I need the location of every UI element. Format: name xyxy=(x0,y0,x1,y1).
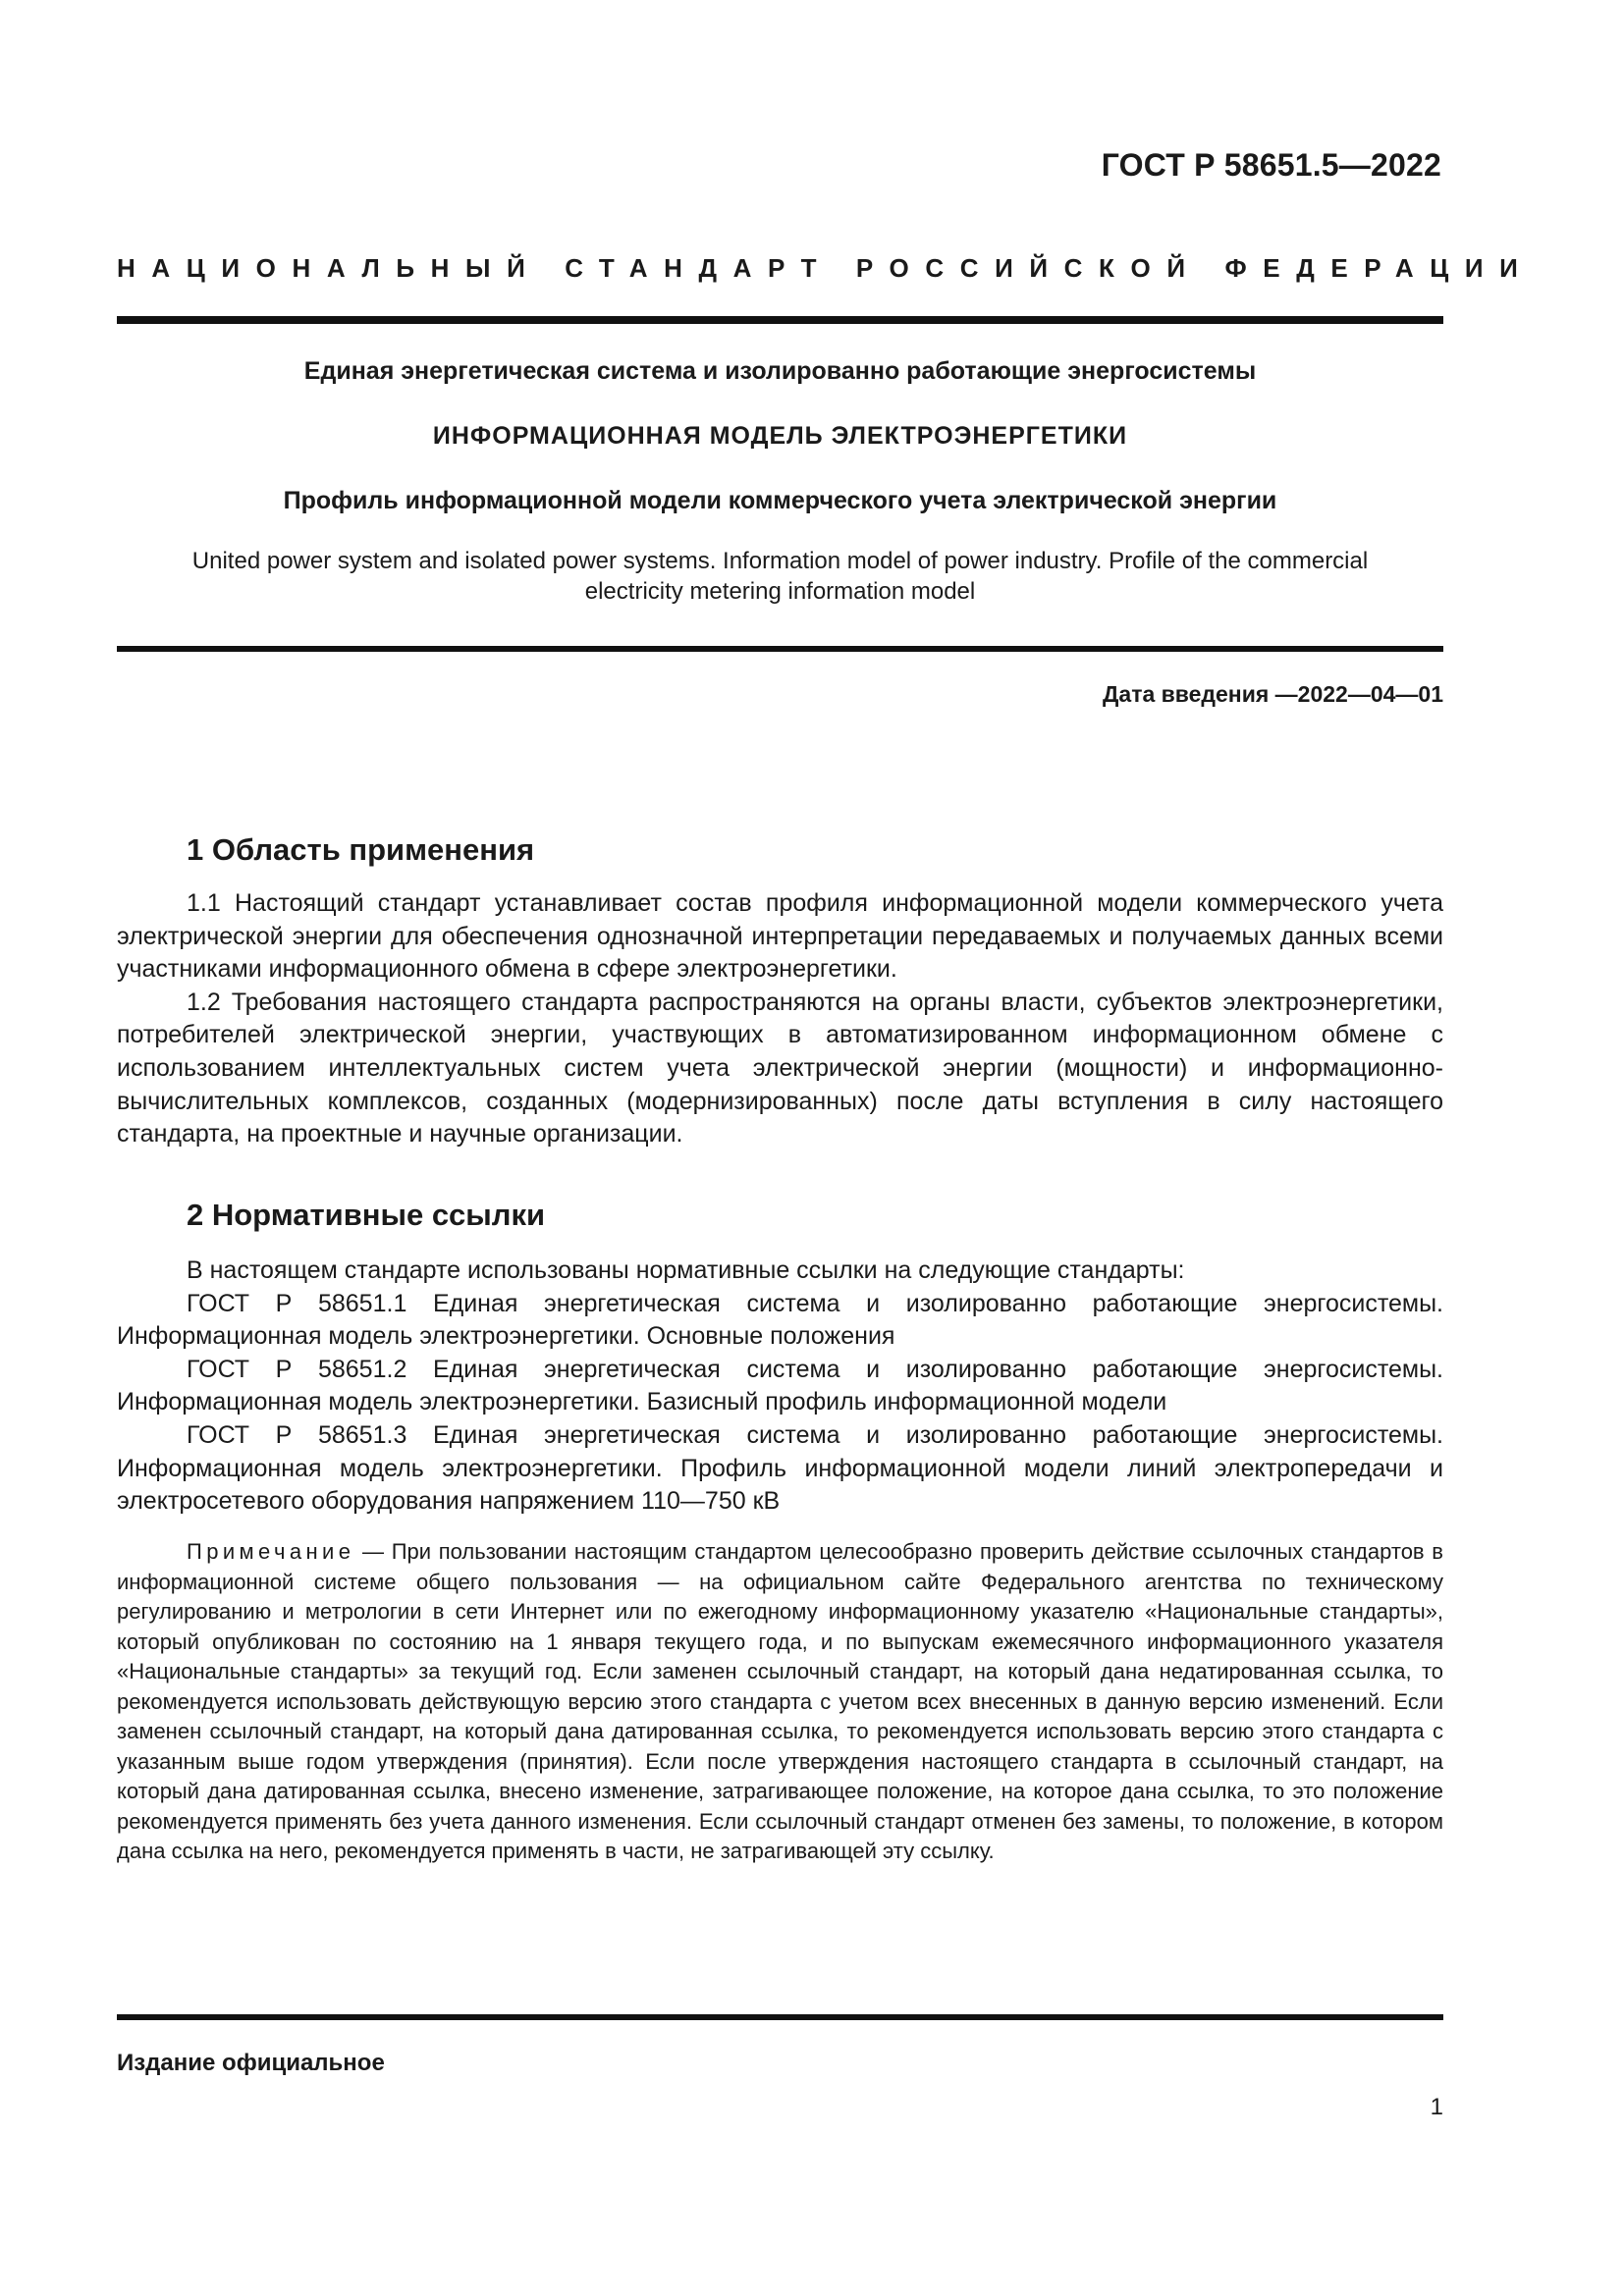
title-line-1: Единая энергетическая система и изолированно работающие энергосистемы xyxy=(303,357,1257,385)
page-number: 1 xyxy=(1430,2094,1443,2120)
english-title xyxy=(117,546,1443,607)
section-1-heading: 1 Область применения xyxy=(187,832,535,867)
note xyxy=(117,1537,1443,1867)
note-text: — При пользовании настоящим стандартом целесообразно проверить действие ссылочных стандартов в информационной системе общего пользования — на официальном сайте Федерального агентства по техническому регулированию и метрологии в сети Интернет или по ежегодному информационному указателю «Национальные стандарты», который опубликован по состоянию на 1 января текущего года, и по выпускам ежемесячного информационного указателя «Национальные стандарты» за текущий год. Если заменен ссылочный стандарт, на который дана недатированная ссылка, то рекомендуется использовать действующую версию этого стандарта с учетом всех внесенных в данную версию изменений. Если заменен ссылочный стандарт, на который дана датированная ссылка, то рекомендуется использовать версию этого стандарта с указанным выше годом утверждения (принятия). Если после утверждения настоящего стандарта в ссылочный стандарт, на который дана датированная ссылка, внесено изменение, затрагивающее положение, на которое дана ссылка, то это положение рекомендуется применять без учета данного изменения. Если ссылочный стандарт отменен без замены, то положение, в котором дана ссылка на него, рекомендуется применять в части, не затрагивающей эту ссылку. xyxy=(117,1539,1443,1863)
section-2-heading: 2 Нормативные ссылки xyxy=(187,1198,546,1232)
section-1-body xyxy=(117,887,1443,1151)
paragraph-1-1: 1.1 Настоящий стандарт устанавливает состав профиля информационной модели коммерческого учета электрической энергии для обеспечения однозначной интерпретации передаваемых и получаемых данных всеми участниками информационного обмена в сфере электроэнергетики. xyxy=(117,889,1443,984)
introduction-date: Дата введения —2022—04—01 xyxy=(1103,681,1443,707)
title-line-3: Профиль информационной модели коммерческого учета электрической энергии xyxy=(283,487,1277,514)
english-title-line-2: electricity metering information model xyxy=(584,578,976,605)
note-label: Примечание xyxy=(187,1539,355,1564)
title-bottom-rule xyxy=(117,646,1443,652)
references-intro: В настоящем стандарте использованы нормативные ссылки на следующие стандарты: xyxy=(187,1256,1185,1284)
reference-3: ГОСТ Р 58651.3 Единая энергетическая система и изолированно работающие энергосистемы. Информационная модель электроэнергетики. Профиль информационной модели линий электропередачи и электросетевого оборудования напряжением 110—750 кВ xyxy=(117,1420,1443,1516)
english-title-line-1: United power system and isolated power systems. Information model of power industry. Profile of the commercial xyxy=(191,548,1369,574)
top-rule xyxy=(117,316,1443,324)
reference-1: ГОСТ Р 58651.1 Единая энергетическая система и изолированно работающие энергосистемы. Информационная модель электроэнергетики. Основные положения xyxy=(117,1289,1443,1351)
section-2-body xyxy=(117,1255,1443,1519)
paragraph-1-2: 1.2 Требования настоящего стандарта распространяются на органы власти, субъектов электроэнергетики, потребителей электрической энергии, участвующих в автоматизированном информационном обмене с использованием интеллектуальных систем учета электрической энергии (мощности) и информационно-вычислительных комплексов, созданных (модернизированных) после даты вступления в силу настоящего стандарта, на проектные и научные организации. xyxy=(117,988,1443,1148)
reference-2: ГОСТ Р 58651.2 Единая энергетическая система и изолированно работающие энергосистемы. Информационная модель электроэнергетики. Базисный профиль информационной модели xyxy=(117,1355,1443,1416)
document-number: ГОСТ Р 58651.5—2022 xyxy=(1101,147,1441,183)
official-edition-label: Издание официальное xyxy=(117,2050,385,2076)
national-standard-banner: НАЦИОНАЛЬНЫЙ СТАНДАРТ РОССИЙСКОЙ ФЕДЕРАЦИИ xyxy=(117,253,1535,283)
title-line-2: ИНФОРМАЦИОННАЯ МОДЕЛЬ ЭЛЕКТРОЭНЕРГЕТИКИ xyxy=(432,422,1128,450)
footer-rule xyxy=(117,2014,1443,2020)
